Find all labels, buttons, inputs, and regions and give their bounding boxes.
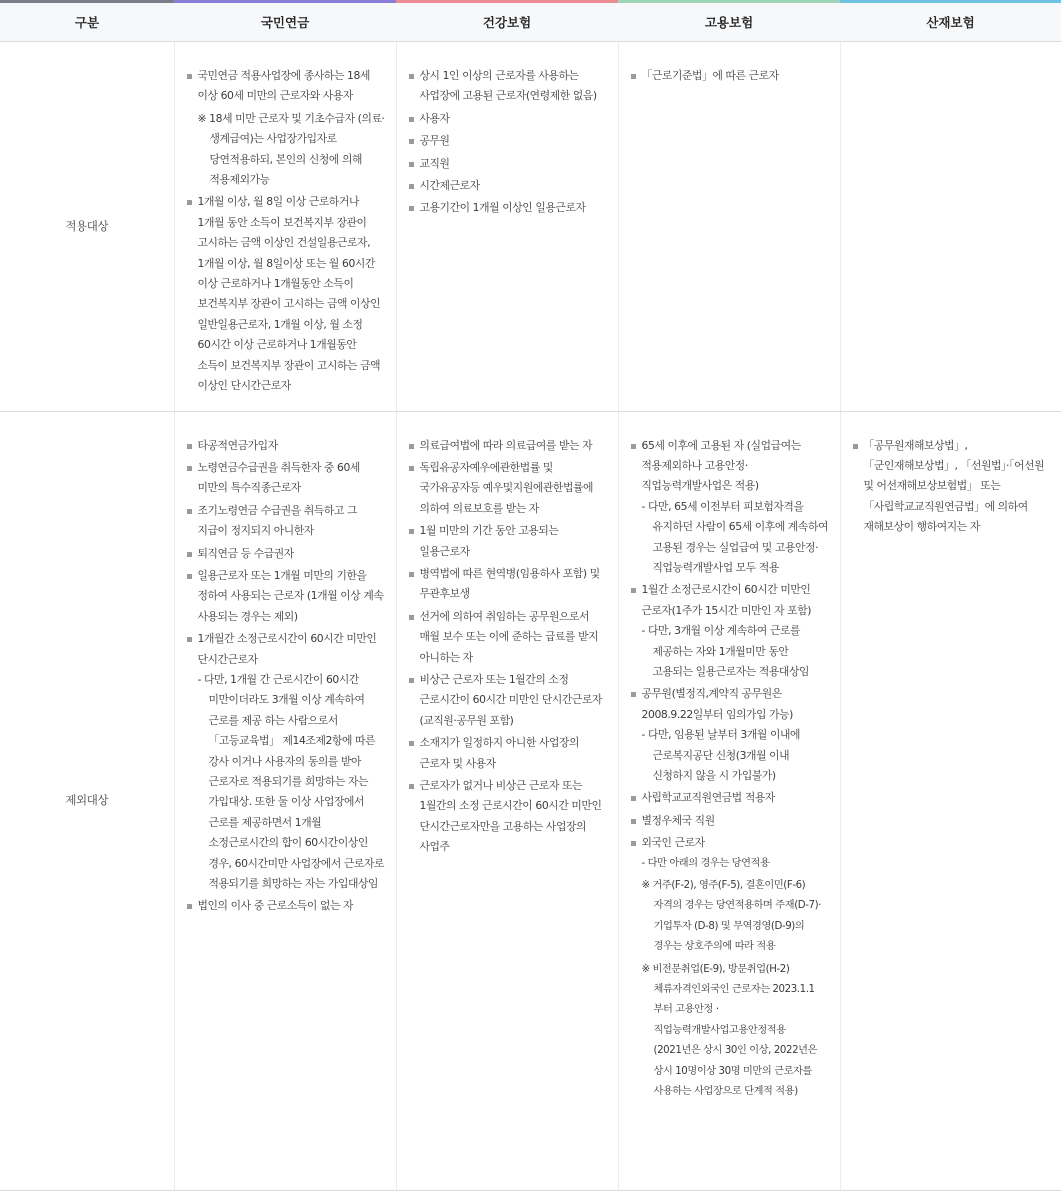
list-item: 소재지가 일정하지 아니한 사업장의 근로자 및 사용자 — [407, 733, 610, 774]
list-item: 의료급여법에 따라 의료급여를 받는 자 — [407, 436, 610, 456]
list-item: 독립유공자예우에관한법률 및 국가유공자등 예우및지원에관한법률에 의하여 의료보호를 받는 자 — [407, 458, 610, 519]
cell-exclude-industrial — [840, 411, 1061, 1190]
list-item: 사립학교교직원연금법 적용자 — [629, 788, 832, 808]
cell-apply-industrial — [840, 42, 1061, 412]
sub-note: - 다만, 65세 이전부터 피보험자격을 유지하던 사람이 65세 이후에 계속하여 고용된 경우는 실업급여 및 고용안정·직업능력개발사업 모두 적용 — [641, 499, 829, 574]
list-item: 공무원(별정직,계약직 공무원은 2008.9.22일부터 임의가입 가능) - 다만, 임용된 날부터 3개월 이내에 근로복지공단 신청(3개월 이내 신청하지 않을 시 가입불가) — [629, 684, 832, 786]
list-item: 「공무원재해보상법」,「군인재해보상법」, 「선원법」·「어선원 및 어선재해보상보험법」 또는 「사립학교교직원연금법」에 의하여 재해보상이 행하여지는 자 — [851, 436, 1054, 538]
list-item: 공무원 — [407, 131, 610, 151]
row-label-apply: 적용대상 — [0, 42, 174, 412]
list-item: 국민연금 적용사업장에 종사하는 18세 이상 60세 미만의 근로자와 사용자 ※ 18세 미만 근로자 및 기초수급자 (의료·생계급여)는 사업장가입자로 당연적용하되, 본인의 신청에 의해 적용제외가능 — [185, 66, 388, 190]
header-category: 구분 — [0, 2, 174, 42]
sub-note: - 다만 아래의 경우는 당연적용 — [641, 857, 770, 869]
list-item: 시간제근로자 — [407, 176, 610, 196]
list-item: 퇴직연금 등 수급권자 — [185, 544, 388, 564]
table-header-row — [0, 2, 1061, 42]
header-employment-insurance: 고용보험 — [618, 2, 840, 42]
header-industrial-accident-insurance: 산재보험 — [840, 2, 1061, 42]
list-item: 조기노령연금 수급권을 취득하고 그 지급이 정지되지 아니한자 — [185, 501, 388, 542]
list-item: 교직원 — [407, 154, 610, 174]
table-row-exclude — [0, 411, 1061, 1190]
list-item: 선거에 의하여 취임하는 공무원으로서 매월 보수 또는 이에 준하는 급료를 받지 아니하는 자 — [407, 607, 610, 668]
list-item: 별정우체국 직원 — [629, 811, 832, 831]
list-item: 타공적연금가입자 — [185, 436, 388, 456]
sub-note: - 다만, 1개월 간 근로시간이 60시간 미만이더라도 3개월 이상 계속하여 근로를 제공 하는 사람으로서 「고등교육법」 제14조제2항에 따른 강사 이거나 사용자의 동의를 받아 근로자로 적용되기를 희망하는 자는 가입대상. 또한 둘 이상 사업장에서 근로를 제공하면서 1개월 소정근로시간의 합이 60시간이상인 경우, 60시간미만 사업장에서 근로자로 적용되기를 희망하는 자는 가입대상임 — [197, 672, 385, 891]
sub-note: - 다만, 임용된 날부터 3개월 이내에 근로복지공단 신청(3개월 이내 신청하지 않을 시 가입불가) — [641, 728, 801, 782]
list-item: 일용근로자 또는 1개월 미만의 기한을 정하여 사용되는 근로자 (1개월 이상 계속 사용되는 경우는 제외) — [185, 566, 388, 627]
list-item: 상시 1인 이상의 근로자를 사용하는 사업장에 고용된 근로자(연령제한 없음) — [407, 66, 610, 107]
cell-apply-pension — [174, 42, 396, 412]
note: ※ 거주(F-2), 영주(F-5), 결혼이민(F-6) 자격의 경우는 당연적용하며 주재(D-7)·기업투자 (D-8) 및 무역경영(D-9)의 경우는 상호주의에 따라 적용 — [641, 880, 821, 953]
list-item: 고용기간이 1개월 이상인 일용근로자 — [407, 198, 610, 218]
list-item: 1개월간 소정근로시간이 60시간 미만인 단시간근로자 - 다만, 1개월 간 근로시간이 60시간 미만이더라도 3개월 이상 계속하여 근로를 제공 하는 사람으로서 「고등교육법」 제14조제2항에 따른 강사 이거나 사용자의 동의를 받아 근로자로 적용되기를 희망하는 자는 가입대상. 또한 둘 이상 사업장에서 근로를 제공하면서 1개월 소정근로시간의 합이 60시간이상인 경우, 60시간미만 사업장에서 근로자로 적용되기를 희망하는 자는 가입대상임 — [185, 629, 388, 894]
list-item: 병역법에 따른 현역병(임용하사 포함) 및 무관후보생 — [407, 564, 610, 605]
cell-apply-health — [396, 42, 618, 412]
list-item: 65세 이후에 고용된 자 (실업급여는 적용제외하나 고용안정·직업능력개발사업은 적용) - 다만, 65세 이전부터 피보험자격을 유지하던 사람이 65세 이후에 계속하여 고용된 경우는 실업급여 및 고용안정·직업능력개발사업 모두 적용 — [629, 436, 832, 579]
list-item: 법인의 이사 중 근로소득이 없는 자 — [185, 896, 388, 916]
cell-apply-employment — [618, 42, 840, 412]
cell-exclude-pension — [174, 411, 396, 1190]
list-item: 1월간 소정근로시간이 60시간 미만인 근로자(1주가 15시간 미만인 자 포함) - 다만, 3개월 이상 계속하여 근로를 제공하는 자와 1개월미만 동안 고용되는 일용근로자는 적용대상임 — [629, 580, 832, 682]
list-item: 사용자 — [407, 109, 610, 129]
list-item: 1월 미만의 기간 동안 고용되는 일용근로자 — [407, 521, 610, 562]
list-item: 1개월 이상, 월 8일 이상 근로하거나 1개월 동안 소득이 보건복지부 장관이 고시하는 금액 이상인 건설일용근로자, 1개월 이상, 월 8일이상 또는 월 60시간 이상 근로하거나 1개월동안 소득이 보건복지부 장관이 고시하는 금액 이상인 일반일용근로자, 1개월 이상, 월 소정 60시간 이상 근로하거나 1개월동안 소득이 보건복지부 장관이 고시하는 금액 이상인 단시간근로자 — [185, 192, 388, 396]
cell-exclude-health — [396, 411, 618, 1190]
row-label-exclude: 제외대상 — [0, 411, 174, 1190]
cell-exclude-employment — [618, 411, 840, 1190]
list-item: 외국인 근로자 - 다만 아래의 경우는 당연적용 ※ 거주(F-2), 영주(F-5), 결혼이민(F-6) 자격의 경우는 당연적용하며 주재(D-7)·기업투자 (D-8) 및 무역경영(D-9)의 경우는 상호주의에 따라 적용 ※ 비전문취업(E-9), 방문취업(H-2) 체류자격인외국인 근로자는 2023.1.1 부터 고용안정 · 직업능력개발사업고용안정적용(2021년은 상시 30인 이상, 2022년은 상시 10명이상 30명 미만의 근로자를 사용하는 사업장으로 단계적 적용) — [629, 833, 832, 1102]
table-row-apply — [0, 42, 1061, 412]
list-item: 노령연금수급권을 취득한자 중 60세 미만의 특수직종근로자 — [185, 458, 388, 499]
note: ※ 비전문취업(E-9), 방문취업(H-2) 체류자격인외국인 근로자는 2023.1.1 부터 고용안정 · 직업능력개발사업고용안정적용(2021년은 상시 30인 이상, 2022년은 상시 10명이상 30명 미만의 근로자를 사용하는 사업장으로 단계적 적용) — [641, 963, 818, 1098]
header-health-insurance: 건강보험 — [396, 2, 618, 42]
list-item: 「근로기준법」에 따른 근로자 — [629, 66, 832, 86]
list-item: 비상근 근로자 또는 1월간의 소정 근로시간이 60시간 미만인 단시간근로자(교직원·공무원 포함) — [407, 670, 610, 731]
note: ※ 18세 미만 근로자 및 기초수급자 (의료·생계급여)는 사업장가입자로 당연적용하되, 본인의 신청에 의해 적용제외가능 — [197, 111, 385, 187]
sub-note: - 다만, 3개월 이상 계속하여 근로를 제공하는 자와 1개월미만 동안 고용되는 일용근로자는 적용대상임 — [641, 624, 810, 678]
header-national-pension: 국민연금 — [174, 2, 396, 42]
list-item: 근로자가 없거나 비상근 근로자 또는 1월간의 소정 근로시간이 60시간 미만인 단시간근로자만을 고용하는 사업장의 사업주 — [407, 776, 610, 858]
